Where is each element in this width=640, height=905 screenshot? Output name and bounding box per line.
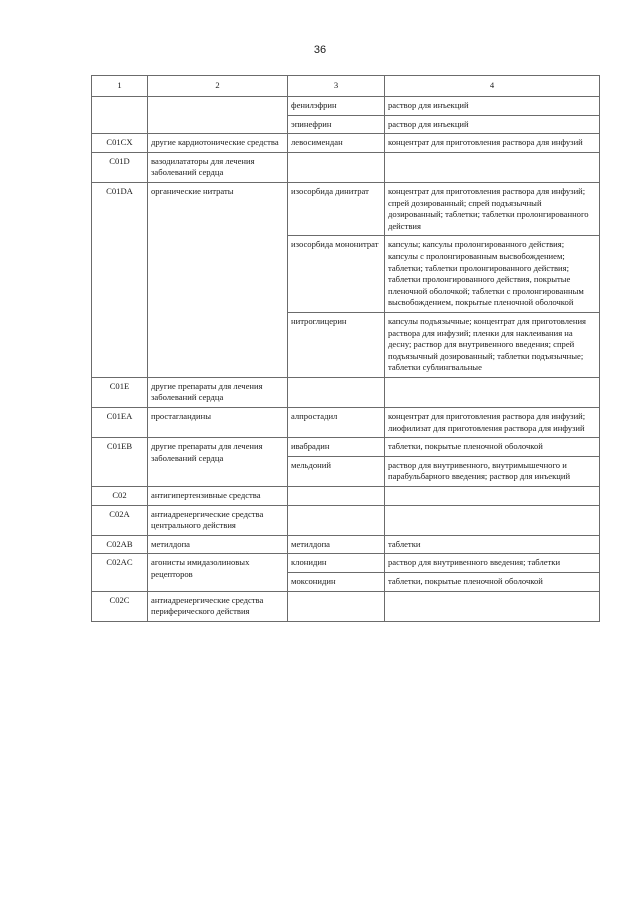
atc-code-cell: C01EA (92, 408, 148, 438)
substance-cell: клонидин (288, 554, 385, 573)
table-row (92, 554, 600, 573)
substance-cell (288, 591, 385, 621)
substance-cell: алпростадил (288, 408, 385, 438)
table-row (92, 487, 600, 506)
dosage-form-cell: капсулы подъязычные; концентрат для приготовления раствора для инфузий; пленки для наклеивания на десну; раствор для внутривенного введения; спрей подъязычный дозированный; таблетки подъязычные; таблетки сублингвальные (385, 312, 600, 377)
dosage-form-cell: таблетки, покрытые пленочной оболочкой (385, 573, 600, 592)
table-row (92, 408, 600, 438)
substance-cell: изосорбида динитрат (288, 182, 385, 235)
atc-code-cell: C01E (92, 377, 148, 407)
dosage-form-cell (385, 591, 600, 621)
column-header: 1 (92, 76, 148, 97)
table-row (92, 591, 600, 621)
group-cell: антиадренергические средства периферического действия (148, 591, 288, 621)
group-cell: другие кардиотонические средства (148, 134, 288, 153)
group-cell: метилдопа (148, 535, 288, 554)
substance-cell (288, 152, 385, 182)
dosage-form-cell (385, 152, 600, 182)
drug-table (91, 75, 600, 622)
group-cell: антиадренергические средства центрального действия (148, 505, 288, 535)
table-row (92, 182, 600, 235)
dosage-form-cell: концентрат для приготовления раствора для инфузий (385, 134, 600, 153)
column-header: 4 (385, 76, 600, 97)
dosage-form-cell: таблетки (385, 535, 600, 554)
table-row (92, 505, 600, 535)
table-row (92, 97, 600, 116)
atc-code-cell (92, 97, 148, 134)
dosage-form-cell: концентрат для приготовления раствора для инфузий; лиофилизат для приготовления раствора для инфузий (385, 408, 600, 438)
substance-cell: метилдопа (288, 535, 385, 554)
column-header: 2 (148, 76, 288, 97)
dosage-form-cell: раствор для инъекций (385, 97, 600, 116)
dosage-form-cell (385, 505, 600, 535)
dosage-form-cell (385, 377, 600, 407)
atc-code-cell: C01D (92, 152, 148, 182)
group-cell: антигипертензивные средства (148, 487, 288, 506)
group-cell (148, 97, 288, 134)
atc-code-cell: C02 (92, 487, 148, 506)
substance-cell: нитроглицерин (288, 312, 385, 377)
dosage-form-cell (385, 487, 600, 506)
group-cell: простагландины (148, 408, 288, 438)
table-header-row (92, 76, 600, 97)
table-row (92, 535, 600, 554)
page-number: 36 (313, 44, 327, 56)
substance-cell: фенилэфрин (288, 97, 385, 116)
table-row (92, 438, 600, 457)
atc-code-cell: C01DA (92, 182, 148, 377)
dosage-form-cell: раствор для внутривенного, внутримышечного и парабульбарного введения; раствор для инъекций (385, 456, 600, 486)
substance-cell: ивабрадин (288, 438, 385, 457)
substance-cell (288, 487, 385, 506)
atc-code-cell: C02C (92, 591, 148, 621)
group-cell: другие препараты для лечения заболеваний сердца (148, 377, 288, 407)
atc-code-cell: C01EB (92, 438, 148, 487)
group-cell: другие препараты для лечения заболеваний сердца (148, 438, 288, 487)
atc-code-cell: C02A (92, 505, 148, 535)
group-cell: агонисты имидазолиновых рецепторов (148, 554, 288, 591)
group-cell: вазодилататоры для лечения заболеваний сердца (148, 152, 288, 182)
dosage-form-cell: раствор для инъекций (385, 115, 600, 134)
atc-code-cell: C01CX (92, 134, 148, 153)
substance-cell: изосорбида мононитрат (288, 236, 385, 313)
dosage-form-cell: раствор для внутривенного введения; таблетки (385, 554, 600, 573)
substance-cell: левосимендан (288, 134, 385, 153)
table-row (92, 152, 600, 182)
substance-cell (288, 505, 385, 535)
substance-cell: моксонидин (288, 573, 385, 592)
dosage-form-cell: таблетки, покрытые пленочной оболочкой (385, 438, 600, 457)
substance-cell: мельдоний (288, 456, 385, 486)
substance-cell (288, 377, 385, 407)
substance-cell: эпинефрин (288, 115, 385, 134)
atc-code-cell: C02AC (92, 554, 148, 591)
dosage-form-cell: капсулы; капсулы пролонгированного действия; капсулы с пролонгированным высвобождением; таблетки; таблетки пролонгированного действия; таблетки пролонгированного действия, покрытые пленочной оболочкой; таблетки с пролонгированным высвобождением, покрытые пленочной оболочкой (385, 236, 600, 313)
dosage-form-cell: концентрат для приготовления раствора для инфузий; спрей дозированный; спрей подъязычный дозированный; таблетки; таблетки пролонгированного действия (385, 182, 600, 235)
group-cell: органические нитраты (148, 182, 288, 377)
atc-code-cell: C02AB (92, 535, 148, 554)
table-row (92, 134, 600, 153)
table-row (92, 377, 600, 407)
column-header: 3 (288, 76, 385, 97)
